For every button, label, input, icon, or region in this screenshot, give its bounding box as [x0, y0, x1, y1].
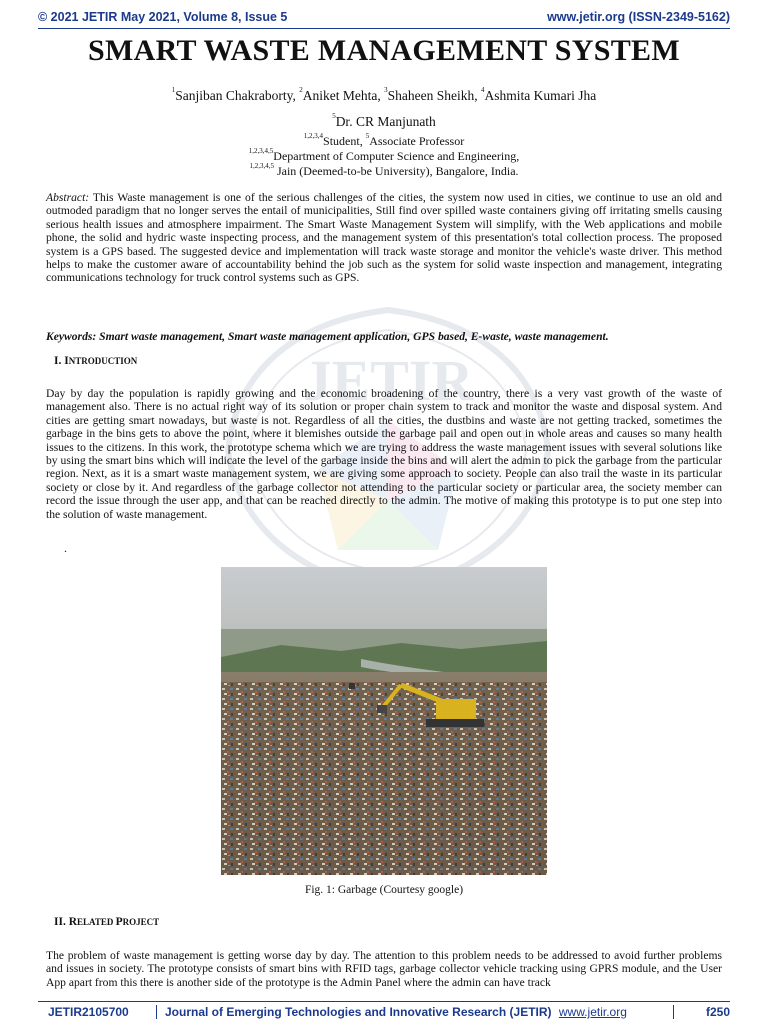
journal-website-link[interactable]: www.jetir.org: [558, 1005, 627, 1019]
author-4: Ashmita Kumari Jha: [484, 88, 597, 103]
header-rule: [38, 28, 730, 29]
abstract-label: Abstract:: [46, 191, 90, 204]
affiliation-roles: $^{1,2,3,4}$Student, $^5$Associate Professor: [303, 132, 465, 148]
abstract: [46, 191, 722, 285]
footer-separator: [156, 1005, 157, 1019]
garbage-landfill-photo: [221, 567, 547, 875]
watermark-text: JETIR: [302, 348, 474, 413]
affiliation-university: $^{1,2,3,4,5}$ Jain (Deemed-to-be University), Bangalore, India.: [249, 162, 519, 178]
stray-dot: .: [64, 541, 67, 555]
related-project-paragraph: The problem of waste management is getting worse day by day. The attention to this problem needs to be addressed to avoid further problems and issues in society. The prototype consists of smart bins with RFID tags, garbage collector vehicle tracking using GPRS module, and the User App apart from this there is another side of the prototype is the Admin Panel where the admin can have track: [46, 949, 722, 989]
affiliation-department: $^{1,2,3,4,5}$Department of Computer Science and Engineering,: [248, 147, 520, 163]
page-header: [38, 6, 730, 28]
author-1: Sanjiban Chakraborty,: [175, 88, 300, 103]
author-2: Aniket Mehta,: [302, 88, 385, 103]
author-list: $^1$Sanjiban Chakraborty, $^2$Aniket Mehta, $^3$Shaheen Sheikh, $^4$Ashmita Kumari Jha: [171, 86, 597, 103]
introduction-paragraph: Day by day the population is rapidly growing and the economic broadening of the country, there is a very vast growth of the waste of management also. There is no actual right way of its solution or proper chain system to track and monitor the waste and disposal system. And cities are getting smart nowadays, but waste is not. Regardless of all the cities, the dustbins and waste are not getting tracked, sometimes the garbage in the bins gets to above the point, where it blemishes outside the garbage pail and open out in whole areas and causes so many health issues to the citizens. In this work, the prototype schema which we are trying to address the waste management issues with several solutions like by using the smart bins which will indicate the level of the garbage inside the bins and will alert the admin to pick the garbage from the particular region. Next, as it is a smart waste management system, we are giving some approach to society. People can also trail the waste in its particular society or close by it. And regardless of the garbage collector not attending to the particular society or particular area, the society member can record the issue through the user app, and that can be reached directly to the admin. The motive of making this prototype is to put one step into the solution of waste management.: [46, 387, 722, 521]
author-5: Dr. CR Manjunath: [335, 114, 436, 129]
author-5-line: $^5$Dr. CR Manjunath: [332, 112, 436, 129]
section-heading-related-project: II. RELATED PROJECT: [54, 916, 160, 928]
footer-rule: [38, 1001, 730, 1002]
landfill-image: [221, 567, 547, 875]
paper-title: SMART WASTE MANAGEMENT SYSTEM: [88, 34, 680, 67]
header-website-issn: www.jetir.org (ISSN-2349-5162): [547, 10, 730, 24]
journal-name: Journal of Emerging Technologies and Innovative Research (JETIR) www.jetir.org: [165, 1005, 627, 1019]
figure-caption: Fig. 1: Garbage (Courtesy google): [304, 884, 464, 896]
page-footer: [38, 1003, 730, 1021]
author-3: Shaheen Sheikh,: [387, 88, 481, 103]
footer-separator: [673, 1005, 674, 1019]
abstract-text: This Waste management is one of the serious challenges of the cities, the system now used in cities, we continue to use an old and outmoded paradigm that no longer serves the entail of municipalities, Still find over spilled waste containers giving off irritating smells causing serious health issues and atmosphere impairment. The Smart Waste Management System will simplify, with the Web applications and mobile phone, the solid and hydric waste inspecting process, and the management system of this presentation's total collection process. The proposed system is a GPS based. The suggested device and implementation will track waste storage and monitor the vehicle's waste driver. This method helps to make the customer aware of accountability behind the job such as the system for solid waste inspection and management, integrating communications technology for truck control systems such as GPS.: [46, 191, 722, 285]
keywords: Keywords: Smart waste management, Smart waste management application, GPS based, E-waste, waste management.: [46, 330, 609, 343]
page-number: f250: [705, 1005, 730, 1019]
header-issue-info: © 2021 JETIR May 2021, Volume 8, Issue 5: [38, 10, 288, 24]
section-heading-introduction: I. INTRODUCTION: [54, 355, 138, 367]
paper-id: JETIR2105700: [48, 1005, 129, 1019]
